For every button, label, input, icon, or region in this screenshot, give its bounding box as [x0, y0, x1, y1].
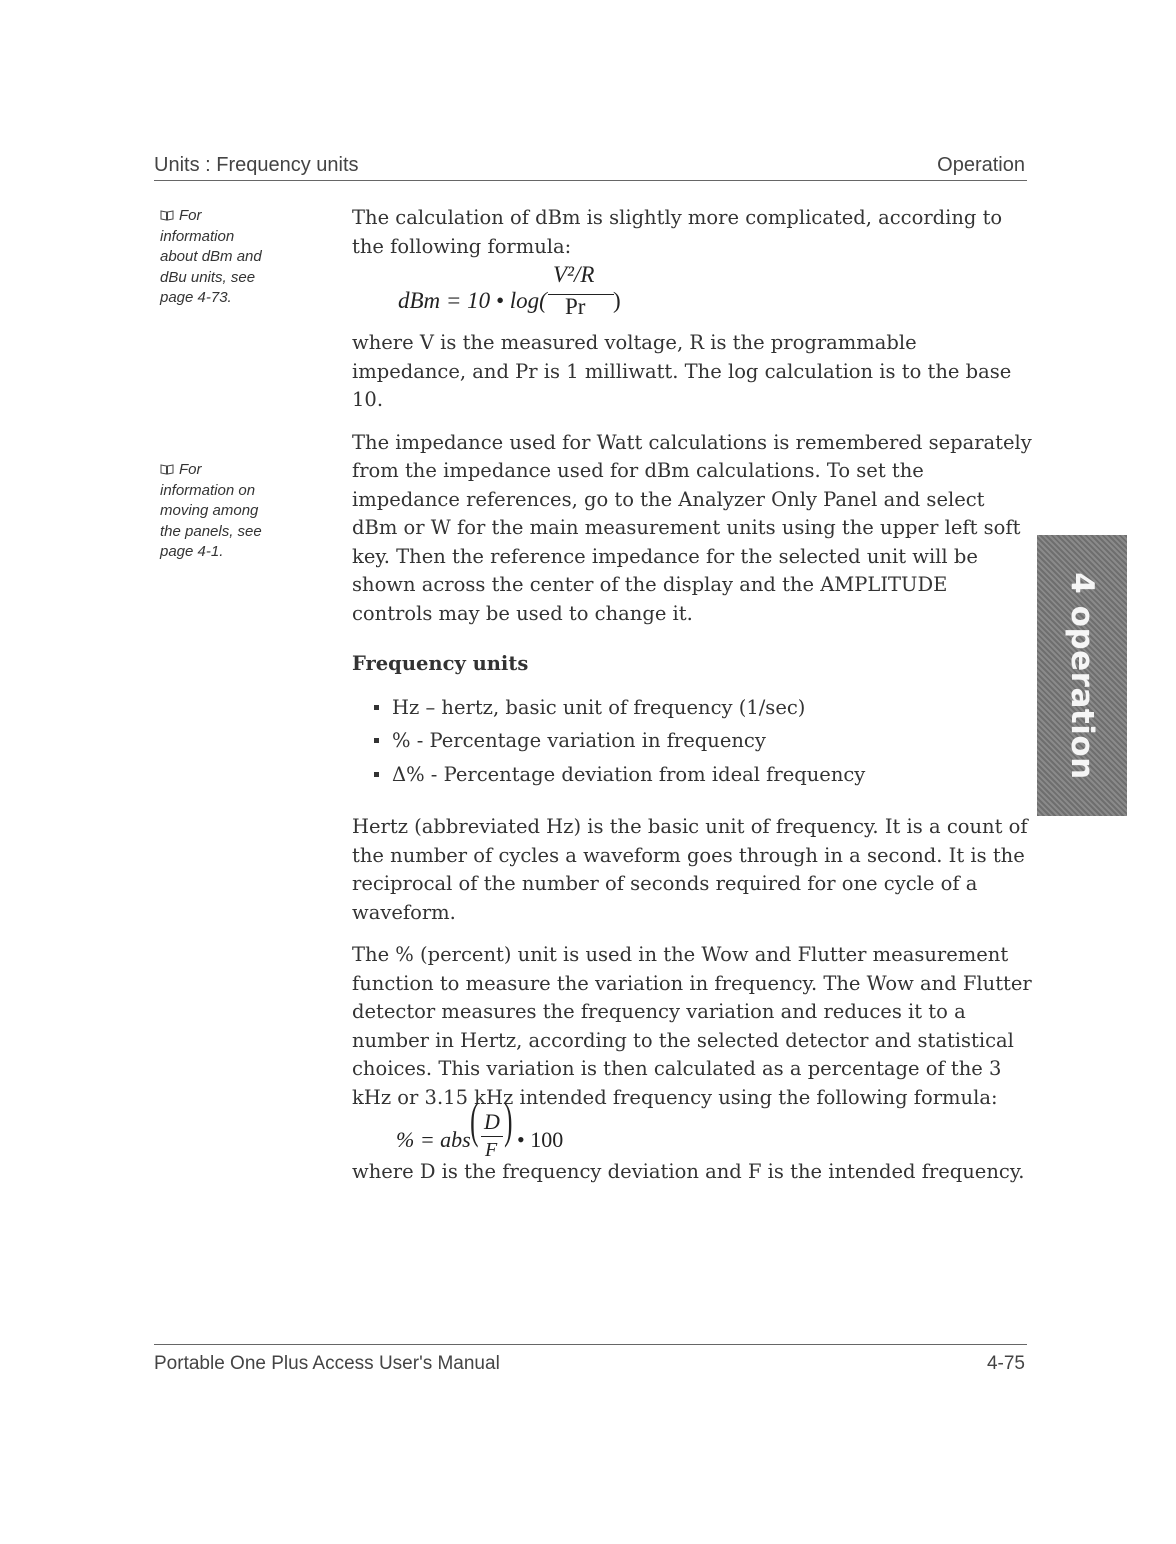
side-note-line: dBu units, see	[160, 268, 256, 286]
paragraph-percent: The % (percent) unit is used in the Wow and Flutter measurement function to measure the variation in frequency. The Wow and Flutter detector measures the frequency variation and reduces it to a number in Hertz, according to the selected detector and statistical choices. This variation is then calculated as a percentage of the 3 kHz or 3.15 kHz intended frequency using the following formula:	[352, 943, 1032, 1109]
side-note-line: about dBm and	[160, 248, 262, 265]
side-note-line: moving among	[160, 502, 259, 519]
paragraph-impedance: The impedance used for Watt calculations is remembered separately from the impedance used for dBm calculations. To set the impedance references, go to the Analyzer Only Panel and select dBm or W for the main measurement units using the upper left soft key. Then the reference impedance for the selected unit will be shown across the center of the display and the AMPLITUDE controls may be used to change it.	[352, 430, 1032, 625]
side-note-line: For	[179, 207, 202, 224]
formula-lhs: % = abs	[396, 1127, 471, 1152]
list-item: Hz – hertz, basic unit of frequency (1/sec)	[374, 691, 1032, 725]
formula-rhs: • 100	[517, 1127, 564, 1152]
paragraph-deviation: where D is the frequency deviation and F is the intended frequency.	[352, 1160, 1025, 1183]
paragraph-dbm-variables: where V is the measured voltage, R is the programmable impedance, and Pr is 1 milliwatt. The log calculation is to the base 10.	[352, 331, 1012, 411]
formula-lhs: dBm = 10 • log(	[398, 288, 547, 313]
page-number: 4-75	[986, 1353, 1025, 1374]
dbm-formula	[352, 261, 1032, 349]
side-note-line: For	[179, 461, 202, 478]
side-note-line: information on	[160, 481, 256, 499]
side-note-page-ref: page 4-1.	[160, 543, 224, 560]
side-note-line: information	[160, 227, 235, 245]
footer-manual-title: Portable One Plus Access User's Manual	[154, 1353, 500, 1374]
right-paren: )	[504, 1092, 513, 1148]
formula-denominator: F	[485, 1139, 498, 1161]
left-paren: (	[470, 1092, 479, 1148]
formula-numerator: D	[484, 1109, 500, 1134]
formula-close-paren: )	[613, 288, 621, 313]
formula-numerator: V²/R	[553, 262, 595, 287]
header-chapter-title: Operation	[937, 154, 1025, 176]
page-footer	[154, 1344, 1027, 1374]
header-section-title: Units : Frequency units	[154, 154, 359, 176]
side-note-line: the panels, see	[160, 522, 262, 540]
section-title: Frequency units	[352, 652, 529, 675]
list-item: % - Percentage variation in frequency	[374, 724, 1032, 758]
list-item: Δ% - Percentage deviation from ideal frequency	[374, 758, 1032, 792]
page-header	[154, 154, 1027, 181]
book-icon	[160, 464, 174, 475]
paragraph-hertz: Hertz (abbreviated Hz) is the basic unit of frequency. It is a count of the number of cycles a waveform goes through in a second. It is the reciprocal of the number of seconds required for one cycle of a waveform.	[352, 815, 1028, 924]
main-text	[352, 204, 1032, 1187]
side-note-panels	[160, 460, 310, 563]
percent-formula	[352, 1092, 1032, 1172]
paragraph-dbm-intro: The calculation of dBm is slightly more complicated, according to the following formula:	[352, 206, 1003, 258]
chapter-tab	[1037, 535, 1127, 816]
formula-denominator: Pr	[565, 294, 586, 319]
book-icon	[160, 210, 174, 221]
chapter-tab-label: 4 operation	[1064, 571, 1100, 780]
side-note-dbm	[160, 206, 310, 309]
side-note-page-ref: page 4-73.	[160, 289, 232, 306]
unit-list	[374, 691, 1032, 792]
